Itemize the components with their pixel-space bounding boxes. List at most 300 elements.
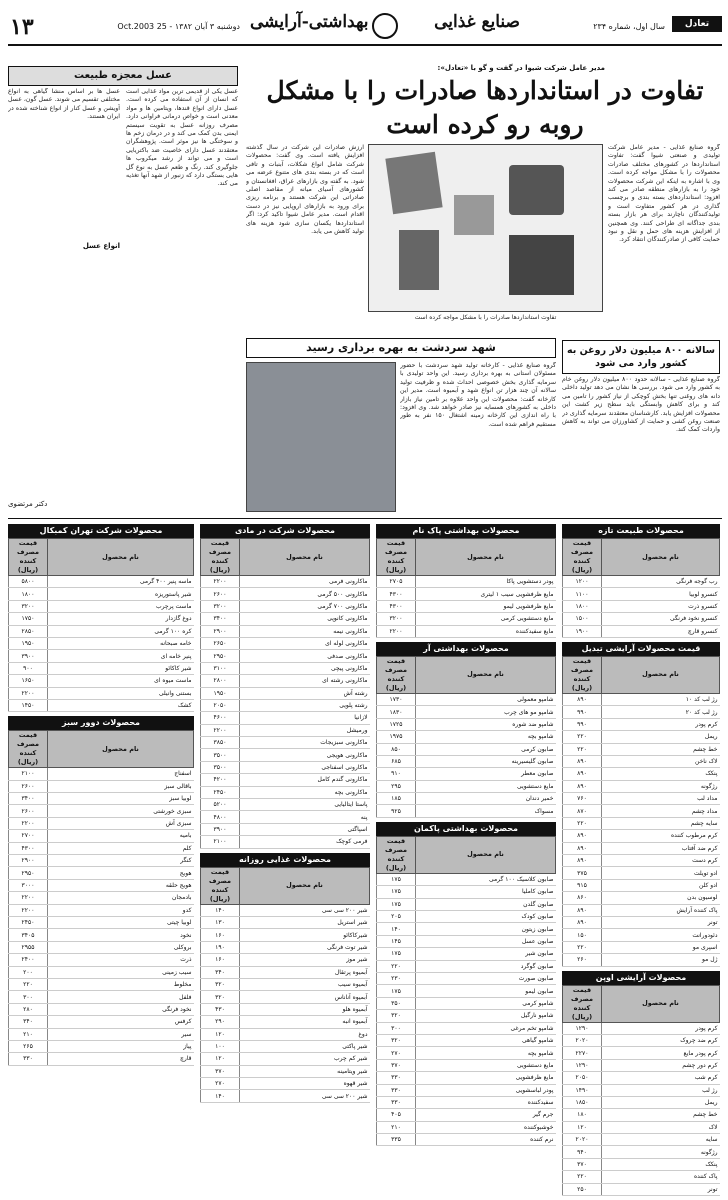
table-row — [9, 625, 194, 637]
product-name: کرم مرطوب کننده — [602, 830, 720, 842]
product-name: سبزی آش — [48, 817, 194, 829]
product-price: ۴۳۰۰ — [9, 842, 48, 854]
product-name: ماکارونی رشته ای — [240, 675, 370, 687]
product-price: ۱۷۵۰ — [9, 613, 48, 625]
product-price: ۳۲۰۰ — [9, 600, 48, 612]
product-name: کرم پودر مایع — [602, 1047, 720, 1059]
table-row — [563, 855, 720, 867]
product-name: سایه چشم — [602, 817, 720, 829]
price-table-title: محصولات طبیعت تازه — [562, 524, 720, 538]
product-price: ۱۲۰ — [563, 1121, 602, 1133]
product-price: ۲۱۰ — [377, 1121, 416, 1133]
product-name: دوغ — [240, 1028, 370, 1040]
column-header-price: قیمت مصرف کننده (ریال) — [377, 539, 416, 576]
product-price: ۱۴۰ — [201, 904, 240, 916]
factory-photo — [246, 362, 396, 512]
table-row — [377, 935, 556, 947]
product-name: نرم کننده — [416, 1134, 556, 1146]
product-price: ۵۸۰۰ — [9, 576, 48, 588]
table-row — [9, 879, 194, 891]
product-price: ۲۴۵۰ — [201, 786, 240, 798]
product-name: آبمیوه سیب — [240, 978, 370, 990]
table-row — [201, 625, 370, 637]
product-name: خمیر دندان — [416, 793, 556, 805]
product-price: ۸۹۰ — [563, 780, 602, 792]
table-row — [377, 731, 556, 743]
table-row — [201, 978, 370, 990]
table-row — [201, 916, 370, 928]
product-price: ۲۲۰ — [563, 817, 602, 829]
product-name: صابون عسل — [416, 935, 556, 947]
product-name: شامپو نارگیل — [416, 1010, 556, 1022]
table-row — [563, 1059, 720, 1071]
table-row — [201, 1053, 370, 1065]
product-name: لوبیا چیتی — [48, 916, 194, 928]
product-name: لوسیون بدن — [602, 892, 720, 904]
table-row — [201, 836, 370, 848]
product-price: ۱۳۰ — [201, 916, 240, 928]
product-price: ۴۸۰۰ — [201, 811, 240, 823]
product-name: شیرکاکائو — [240, 929, 370, 941]
product-price: ۲۶۰ — [563, 954, 602, 966]
price-table-title: محصولات شرکت در مادی — [200, 524, 370, 538]
product-price: ۲۷۰ — [377, 1047, 416, 1059]
table-row — [563, 731, 720, 743]
table-row — [563, 588, 720, 600]
table-row — [563, 1109, 720, 1121]
product-price: ۱۶۰ — [201, 929, 240, 941]
table-row — [377, 588, 556, 600]
main-headline: تفاوت در استانداردها صادرات را با مشکل روبه رو کرده است — [266, 76, 704, 139]
product-price: ۱۴۵ — [377, 935, 416, 947]
product-price: ۳۲۰ — [377, 1010, 416, 1022]
candy-box-2 — [509, 165, 564, 215]
product-name: آبمیوه پرتقال — [240, 966, 370, 978]
product-price: ۱۴۰ — [201, 1090, 240, 1102]
product-price: ۱۸۰۰ — [563, 600, 602, 612]
table-row — [377, 1134, 556, 1146]
product-name: شیر پاکتی — [240, 1040, 370, 1052]
product-price: ۱۴۰ — [377, 923, 416, 935]
product-name: دئودورانت — [602, 929, 720, 941]
table-row — [9, 699, 194, 711]
table-row — [9, 1016, 194, 1028]
product-name: مخلوط — [48, 978, 194, 990]
table-row — [201, 761, 370, 773]
table-row — [9, 600, 194, 612]
table-row — [377, 625, 556, 637]
column-header-price: قیمت مصرف کننده (ریال) — [563, 985, 602, 1022]
candy-box-3 — [399, 230, 439, 290]
table-row — [201, 724, 370, 736]
table-row — [201, 799, 370, 811]
price-table-vegetables — [8, 716, 194, 1065]
product-name: لاک — [602, 1121, 720, 1133]
product-name: مایع ظرفشویی لیمو — [416, 600, 556, 612]
product-name: بروکلی — [48, 941, 194, 953]
product-price: ۲۲۷۰ — [563, 1047, 602, 1059]
product-name: مداد لب — [602, 793, 720, 805]
table-row — [9, 662, 194, 674]
price-table-hygiene_pakan — [376, 822, 556, 1147]
product-name: آبمیوه آناناس — [240, 991, 370, 1003]
product-price: ۱۸۵ — [377, 793, 416, 805]
product-price: ۲۲۰۰ — [9, 904, 48, 916]
product-name: ادو کلن — [602, 879, 720, 891]
table-row — [563, 576, 720, 588]
product-name: شامپو کرمی — [416, 997, 556, 1009]
product-name: بامیه — [48, 830, 194, 842]
table-row — [563, 600, 720, 612]
product-price: ۱۷۵ — [377, 898, 416, 910]
product-price: ۲۰۵۰ — [201, 699, 240, 711]
product-price: ۲۸۰۰ — [201, 675, 240, 687]
product-price: ۳۷۵ — [563, 867, 602, 879]
product-price: ۲۲۰۰ — [9, 687, 48, 699]
price-table-title: محصولات بهداشتی پاک نام — [376, 524, 556, 538]
price-table-title: محصولات غذایی روزانه — [200, 853, 370, 867]
table-row — [201, 1040, 370, 1052]
section-subtitle: بهداشتی-آرایشی — [250, 12, 369, 32]
table-row — [201, 1090, 370, 1102]
product-name: ورمیشل — [240, 724, 370, 736]
product-price: ۱۰۰ — [201, 1040, 240, 1052]
product-name: مایع دستشویی — [416, 780, 556, 792]
table-row — [377, 1109, 556, 1121]
product-name: کرفس — [48, 1016, 194, 1028]
price-column-1 — [562, 524, 720, 1200]
price-table-daily_food — [200, 853, 370, 1103]
price-table-title: قیمت محصولات آرایشی تبدیل — [562, 642, 720, 656]
product-name: پنیر خامه ای — [48, 650, 194, 662]
table-row — [201, 1065, 370, 1077]
product-name: ماست میوه ای — [48, 675, 194, 687]
column-header-name: نام محصول — [602, 656, 720, 693]
product-name: بادمجان — [48, 892, 194, 904]
table-row — [563, 780, 720, 792]
table-row — [377, 1084, 556, 1096]
product-price: ۳۴۰ — [201, 966, 240, 978]
product-name: خامه صبحانه — [48, 637, 194, 649]
product-name: سیب زمینی — [48, 966, 194, 978]
table-row — [201, 786, 370, 798]
price-column-2 — [376, 524, 556, 1150]
product-price: ۲۲۰۰ — [9, 817, 48, 829]
product-price: ۴۳۰۰ — [377, 588, 416, 600]
product-price: ۲۷۰۵ — [377, 576, 416, 588]
product-price: ۲۶۰۰ — [201, 588, 240, 600]
product-price: ۲۹۰ — [201, 1016, 240, 1028]
table-row — [563, 1146, 720, 1158]
table-row — [563, 867, 720, 879]
table-row — [377, 706, 556, 718]
table-row — [563, 706, 720, 718]
product-price: ۳۲۰ — [377, 1034, 416, 1046]
product-name: پاستا ایتالیایی — [240, 799, 370, 811]
product-price: ۱۵۰۰ — [563, 613, 602, 625]
product-name: شیر موز — [240, 954, 370, 966]
column-header-name: نام محصول — [240, 539, 370, 576]
product-name: ماکارونی فرمی — [240, 576, 370, 588]
product-name: ماست پرچرب — [48, 600, 194, 612]
product-name: پاک کننده آرایش — [602, 904, 720, 916]
product-name: ریمل — [602, 1096, 720, 1108]
product-name: اسپاگتی — [240, 823, 370, 835]
product-name: ژل مو — [602, 954, 720, 966]
table-row — [563, 929, 720, 941]
product-name: تونر — [602, 916, 720, 928]
product-name: شیر ویتامینه — [240, 1065, 370, 1077]
table-row — [377, 1096, 556, 1108]
main-body-right: گروه صنایع غذایی - مدیر عامل شرکت تولیدی و صنعتی شیوا گفت: تفاوت استانداردها در کشورهای مختلف صادرات محصولات را با مشکل مواجه کرده است. وی با اشاره به اینکه این شرکت محصولات خود را به بازارهای منطقه صادر می کند افزود: استانداردهای بسته بندی و برچسب گذاری در هر کشور متفاوت است و تولیدکنندگان ناچارند برای هر بازار بسته بندی جداگانه ای طراحی کنند. وی همچنین از افزایش هزینه های حمل و نقل و نبود حمایت کافی از صادرکنندگان انتقاد کرد. — [608, 144, 720, 244]
table-row — [9, 768, 194, 780]
product-name: اسفناج — [48, 768, 194, 780]
product-price: ۳۲۰۰ — [377, 613, 416, 625]
table-row — [377, 886, 556, 898]
column-header-price: قیمت مصرف کننده (ریال) — [377, 656, 416, 693]
price-table-tehran_cheese — [8, 524, 194, 712]
oil-article-title: سالانه ۸۰۰ میلیون دلار روغن به کشور وارد می شود — [562, 340, 720, 374]
table-row — [377, 693, 556, 705]
product-name: شامپو مو های چرب — [416, 706, 556, 718]
product-price: ۱۹۵۰ — [9, 637, 48, 649]
table-row — [563, 879, 720, 891]
product-price: ۲۲۰۰ — [9, 892, 48, 904]
table-row — [563, 1158, 720, 1170]
column-header-name: نام محصول — [416, 836, 556, 873]
table-row — [377, 613, 556, 625]
product-name: مایع ظرفشویی — [416, 1072, 556, 1084]
table-row — [377, 805, 556, 817]
product-price: ۱۷۵ — [377, 985, 416, 997]
product-name: شیر ۲۰۰ سی سی — [240, 904, 370, 916]
honey-article-title: شهد سردشت به بهره برداری رسید — [246, 338, 556, 358]
table-row — [563, 916, 720, 928]
product-name: کرم دست — [602, 855, 720, 867]
product-name: دوغ گازدار — [48, 613, 194, 625]
table-row — [377, 911, 556, 923]
product-name: رژگونه — [602, 780, 720, 792]
product-name: مایع دستشویی — [416, 1059, 556, 1071]
product-price: ۸۹۰ — [563, 830, 602, 842]
product-price: ۲۲۰ — [377, 960, 416, 972]
product-name: ماکارونی نیمه — [240, 625, 370, 637]
table-row — [201, 699, 370, 711]
table-row — [377, 718, 556, 730]
table-row — [201, 600, 370, 612]
product-name: نخود فرنگی — [48, 1003, 194, 1015]
product-price: ۹۹۰ — [563, 718, 602, 730]
table-row — [201, 904, 370, 916]
table-row — [563, 755, 720, 767]
column-header-price: قیمت مصرف کننده (ریال) — [563, 656, 602, 693]
table-row — [563, 718, 720, 730]
table-row — [563, 1096, 720, 1108]
product-name: ماکارونی ۵۰۰ گرمی — [240, 588, 370, 600]
product-name: صابون کلاسیک ۱۰۰ گرمی — [416, 873, 556, 885]
product-price: ۱۴۹۰ — [563, 1084, 602, 1096]
product-price: ۱۲۰۰ — [563, 576, 602, 588]
product-name: شامپو ضد شوره — [416, 718, 556, 730]
price-table-title: محصولات شرکت تهران کمبکال — [8, 524, 194, 538]
table-row — [377, 1022, 556, 1034]
product-price: ۸۹۰ — [563, 904, 602, 916]
product-name: سایه — [602, 1134, 720, 1146]
product-name: کرم شب — [602, 1072, 720, 1084]
table-row — [9, 978, 194, 990]
table-row — [201, 991, 370, 1003]
product-price: ۱۷۵ — [377, 873, 416, 885]
product-name: پودر دستشویی پاکا — [416, 576, 556, 588]
table-row — [201, 811, 370, 823]
product-name: مایع ظرفشویی سیب ۱ لیتری — [416, 588, 556, 600]
product-name: لوبیا سبز — [48, 793, 194, 805]
table-row — [201, 712, 370, 724]
product-name: کرم دور چشم — [602, 1059, 720, 1071]
product-name: صابون کاملیا — [416, 886, 556, 898]
product-price: ۳۴۰۰ — [201, 613, 240, 625]
table-row — [201, 954, 370, 966]
column-header-name: نام محصول — [240, 867, 370, 904]
product-price: ۲۰۵ — [377, 911, 416, 923]
product-name: رژ لب — [602, 1084, 720, 1096]
table-row — [9, 855, 194, 867]
table-row — [9, 842, 194, 854]
product-name: خوشبوکننده — [416, 1121, 556, 1133]
product-name: کدو — [48, 904, 194, 916]
table-row — [9, 867, 194, 879]
product-name: پنه — [240, 811, 370, 823]
product-name: پیاز — [48, 1040, 194, 1052]
product-name: کره ۱۰۰ گرمی — [48, 625, 194, 637]
product-name: شیر استریل — [240, 916, 370, 928]
product-price: ۲۹۵۰ — [9, 867, 48, 879]
table-row — [563, 1171, 720, 1183]
product-price: ۲۵۰ — [563, 1183, 602, 1195]
product-name: سفیدکننده — [416, 1096, 556, 1108]
product-name: پنکک — [602, 768, 720, 780]
product-name: صابون زیتون — [416, 923, 556, 935]
product-price: ۳۲۰ — [201, 978, 240, 990]
table-row — [563, 805, 720, 817]
table-row — [377, 780, 556, 792]
product-price: ۳۳۰ — [377, 1084, 416, 1096]
table-row — [377, 1059, 556, 1071]
table-row — [201, 650, 370, 662]
table-row — [9, 929, 194, 941]
product-name: صابون معطر — [416, 768, 556, 780]
product-name: ماکارونی هویجی — [240, 749, 370, 761]
product-name: اسپری مو — [602, 941, 720, 953]
product-price: ۲۸۰ — [9, 1003, 48, 1015]
product-price: ۴۳۰۰ — [377, 600, 416, 612]
table-row — [563, 1134, 720, 1146]
product-price: ۳۷۰ — [377, 1059, 416, 1071]
product-price: ۲۲۰۰ — [201, 724, 240, 736]
product-name: مداد چشم — [602, 805, 720, 817]
newspaper-logo: تعادل — [672, 16, 722, 32]
table-row — [9, 904, 194, 916]
table-row — [563, 892, 720, 904]
product-price: ۲۷۰ — [201, 1078, 240, 1090]
table-row — [9, 793, 194, 805]
product-price: ۱۸۵۰ — [563, 1096, 602, 1108]
product-price: ۳۵۰ — [377, 997, 416, 1009]
product-price: ۱۲۰ — [201, 1028, 240, 1040]
table-row — [377, 768, 556, 780]
table-row — [377, 960, 556, 972]
product-price: ۲۹۰۰ — [9, 855, 48, 867]
product-price: ۱۱۰۰ — [563, 588, 602, 600]
product-name: جرم گیر — [416, 1109, 556, 1121]
product-price: ۸۹۰ — [563, 693, 602, 705]
table-row — [377, 600, 556, 612]
product-name: کنسرو لوبیا — [602, 588, 720, 600]
sidebar-author: دکتر مرتضوی — [8, 500, 48, 508]
product-name: کنگر — [48, 855, 194, 867]
product-price: ۲۴۰۰ — [9, 954, 48, 966]
sidebar-body-2: عسل ها بر اساس منشا گیاهی به انواع مختلفی تقسیم می شوند. عسل گون، عسل آویشن و عسل کنار از انواع شناخته شده در ایران هستند. — [8, 88, 120, 121]
column-header-price: قیمت مصرف کننده (ریال) — [563, 539, 602, 576]
product-name: مایع سفیدکننده — [416, 625, 556, 637]
table-row — [9, 916, 194, 928]
table-row — [563, 693, 720, 705]
product-price: ۲۲۰۰ — [201, 576, 240, 588]
product-name: رب گوجه فرنگی — [602, 576, 720, 588]
product-name: لاک ناخن — [602, 755, 720, 767]
product-price: ۲۸۵۰ — [9, 625, 48, 637]
table-row — [563, 904, 720, 916]
product-name: ماکارونی سبزیجات — [240, 737, 370, 749]
price-table-title: محصولات بهداشتی پاکمان — [376, 822, 556, 836]
product-price: ۱۷۲۵ — [377, 718, 416, 730]
table-row — [201, 1078, 370, 1090]
product-name: شامپو گیاهی — [416, 1034, 556, 1046]
table-row — [563, 941, 720, 953]
product-photo — [368, 144, 603, 312]
issue-date: دوشنبه ۳ آبان ۱۳۸۲ - 25 Oct.2003 — [117, 22, 240, 31]
product-name: کلم — [48, 842, 194, 854]
column-header-name: نام محصول — [48, 731, 194, 768]
table-row — [9, 941, 194, 953]
product-price: ۳۰۰۰ — [9, 879, 48, 891]
product-price: ۹۰۰ — [9, 662, 48, 674]
product-price: ۲۹۵۵ — [9, 941, 48, 953]
price-table-title: محصولات آرایشی اوپن — [562, 971, 720, 985]
price-column-3 — [200, 524, 370, 1107]
table-row — [377, 873, 556, 885]
product-name: صابون گلیسیرینه — [416, 755, 556, 767]
table-row — [563, 1072, 720, 1084]
table-row — [201, 576, 370, 588]
table-row — [377, 793, 556, 805]
price-table-title: محصولات دوور سبز — [8, 716, 194, 730]
product-name: آبمیوه انبه — [240, 1016, 370, 1028]
product-price: ۱۸۰ — [563, 1109, 602, 1121]
price-table-title: محصولات بهداشتی آر — [376, 642, 556, 656]
table-row — [563, 954, 720, 966]
product-price: ۳۵۰۰ — [201, 749, 240, 761]
honey-article-body: گروه صنایع غذایی - کارخانه تولید شهد سردشت با حضور مسئولان استانی به بهره برداری رسید. این واحد تولیدی با سرمایه گذاری بخش خصوصی احداث شده و ظرفیت تولید سالانه آن چند هزار تن انواع شهد و آبمیوه است. مدیر این کارخانه گفت: محصولات این واحد علاوه بر تامین نیاز بازار داخلی به کشورهای همسایه نیز صادر خواهد شد. وی افزود: با راه اندازی این کارخانه زمینه اشتغال ۱۵۰ نفر به طور مستقیم فراهم شده است. — [400, 362, 556, 428]
product-price: ۲۳۰ — [377, 972, 416, 984]
column-header-price: قیمت مصرف کننده (ریال) — [9, 539, 48, 576]
table-row — [9, 830, 194, 842]
product-name: سیر — [48, 1028, 194, 1040]
product-price: ۲۰۲۰ — [563, 1034, 602, 1046]
sidebar-body: عسل یکی از قدیمی ترین مواد غذایی است که انسان از آن استفاده می کرده است. عسل دارای انواع قندها، ویتامین ها و مواد معدنی است و خواص درمانی فراوانی دارد. مصرف روزانه عسل به تقویت سیستم ایمنی بدن کمک می کند و در درمان زخم ها و سوختگی ها نیز موثر است. پژوهشگران معتقدند عسل دارای خاصیت ضد باکتریایی است و می تواند از رشد میکروب ها جلوگیری کند. رنگ و طعم عسل به نوع گل هایی بستگی دارد که زنبور از شهد آنها تغذیه می کند. — [126, 88, 238, 188]
product-name: صابون لیمو — [416, 985, 556, 997]
product-name: خط چشم — [602, 1109, 720, 1121]
